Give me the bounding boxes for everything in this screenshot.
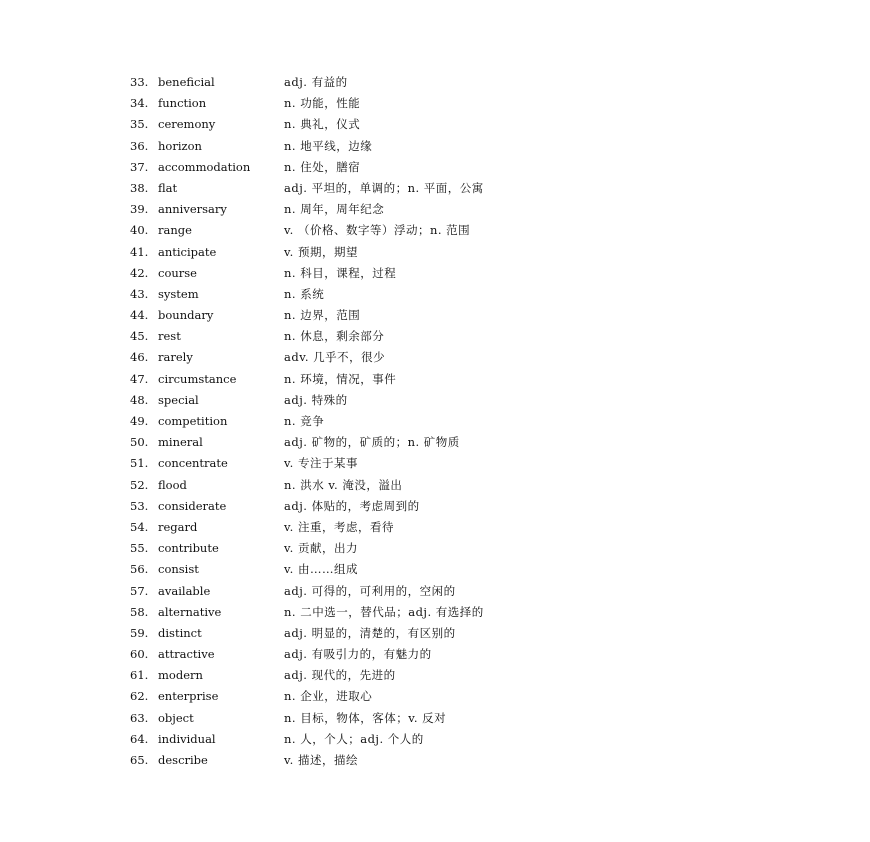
english-word: horizon [158,138,202,153]
chinese-definition: v. 由……组成 [284,562,358,577]
chinese-definition: n. 洪水 v. 淹没，溢出 [284,477,403,492]
english-word: individual [158,731,216,746]
entry-number: 40. [130,223,149,238]
chinese-definition: n. 环境，情况，事件 [284,371,397,386]
chinese-definition: n. 边界，范围 [284,308,361,323]
vocab-row [130,623,730,644]
chinese-definition: n. 典礼，仪式 [284,117,361,132]
english-word: boundary [158,308,214,323]
english-word: contribute [158,541,219,556]
entry-number: 36. [130,138,149,153]
entry-number: 44. [130,308,149,323]
english-word: available [158,583,211,598]
chinese-definition: n. 目标，物体，客体；v. 反对 [284,710,447,725]
english-word: rarely [158,350,193,365]
entry-number: 65. [130,753,149,767]
english-word: distinct [158,625,202,640]
entry-number: 62. [130,689,149,704]
vocab-row [130,686,730,707]
chinese-definition: n. 竞争 [284,414,325,428]
english-word: flood [158,477,187,492]
entry-number: 47. [130,371,149,386]
entry-number: 51. [130,456,149,471]
entry-number: 52. [130,477,149,492]
chinese-definition: v. 预期，期望 [284,244,358,259]
vocab-row [130,729,730,750]
entry-number: 41. [130,244,149,259]
vocab-row [130,347,730,368]
english-word: modern [158,668,203,683]
vocab-row [130,72,730,93]
vocab-row [130,517,730,538]
chinese-definition: adj. 有吸引力的，有魅力的 [284,647,432,662]
entry-number: 63. [130,710,149,725]
english-word: flat [158,180,178,195]
entry-number: 46. [130,350,149,365]
vocab-row [130,114,730,135]
entry-number: 33. [130,75,149,89]
chinese-definition: n. 二中选一，替代品；adj. 有选择的 [284,604,484,619]
vocab-row [130,708,730,729]
vocabulary-list [130,72,730,771]
chinese-definition: adv. 几乎不，很少 [284,350,386,365]
chinese-definition: adj. 可得的，可利用的，空闲的 [284,583,456,598]
entry-number: 60. [130,647,149,662]
english-word: course [158,265,197,280]
vocab-row [130,390,730,411]
english-word: attractive [158,647,215,662]
entry-number: 61. [130,668,149,683]
vocab-row [130,602,730,623]
vocab-row [130,453,730,474]
entry-number: 42. [130,265,149,280]
vocab-row [130,369,730,390]
entry-number: 57. [130,583,149,598]
chinese-definition: v. 专注于某事 [284,456,358,471]
vocab-row [130,220,730,241]
entry-number: 64. [130,731,149,746]
vocab-row [130,305,730,326]
english-word: object [158,710,194,725]
english-word: alternative [158,604,222,619]
vocab-row [130,136,730,157]
english-word: anniversary [158,202,227,217]
chinese-definition: n. 地平线，边缘 [284,138,373,153]
english-word: enterprise [158,689,219,704]
vocab-row [130,411,730,432]
english-word: rest [158,329,181,344]
english-word: special [158,392,199,407]
chinese-definition: n. 科目，课程，过程 [284,265,397,280]
vocab-row [130,178,730,199]
chinese-definition: adj. 有益的 [284,75,348,89]
vocab-row [130,93,730,114]
english-word: ceremony [158,117,216,132]
vocab-row [130,475,730,496]
chinese-definition: adj. 明显的，清楚的，有区别的 [284,625,456,640]
chinese-definition: v. 注重，考虑，看待 [284,519,394,534]
vocab-row [130,199,730,220]
chinese-definition: v. 贡献，出力 [284,541,358,556]
vocab-row [130,284,730,305]
chinese-definition: n. 住处，膳宿 [284,159,361,174]
vocab-row [130,665,730,686]
entry-number: 56. [130,562,149,577]
chinese-definition: adj. 体贴的，考虑周到的 [284,498,420,513]
chinese-definition: v. （价格、数字等）浮动；n. 范围 [284,223,471,238]
english-word: anticipate [158,244,217,259]
english-word: circumstance [158,371,237,386]
chinese-definition: n. 周年，周年纪念 [284,202,385,217]
entry-number: 49. [130,414,149,428]
vocab-row [130,263,730,284]
english-word: competition [158,414,228,428]
english-word: regard [158,519,198,534]
entry-number: 53. [130,498,149,513]
vocab-row [130,644,730,665]
entry-number: 43. [130,286,149,301]
english-word: mineral [158,435,203,450]
vocab-row [130,157,730,178]
chinese-definition: n. 人，个人；adj. 个人的 [284,731,424,746]
english-word: consist [158,562,199,577]
entry-number: 37. [130,159,149,174]
english-word: function [158,96,207,111]
english-word: concentrate [158,456,228,471]
chinese-definition: adj. 特殊的 [284,392,348,407]
english-word: accommodation [158,159,251,174]
chinese-definition: n. 系统 [284,286,325,301]
english-word: describe [158,753,208,767]
entry-number: 48. [130,392,149,407]
chinese-definition: adj. 矿物的，矿质的；n. 矿物质 [284,435,460,450]
entry-number: 39. [130,202,149,217]
entry-number: 50. [130,435,149,450]
vocab-row [130,538,730,559]
entry-number: 45. [130,329,149,344]
vocab-row [130,242,730,263]
vocab-row [130,496,730,517]
vocab-row [130,750,730,771]
english-word: range [158,223,192,238]
chinese-definition: v. 描述，描绘 [284,753,358,767]
chinese-definition: n. 企业，进取心 [284,689,373,704]
entry-number: 54. [130,519,149,534]
entry-number: 58. [130,604,149,619]
vocab-row [130,326,730,347]
entry-number: 35. [130,117,149,132]
chinese-definition: adj. 现代的，先进的 [284,668,396,683]
english-word: system [158,286,199,301]
entry-number: 55. [130,541,149,556]
entry-number: 38. [130,180,149,195]
english-word: considerate [158,498,227,513]
chinese-definition: n. 功能，性能 [284,96,361,111]
vocab-row [130,581,730,602]
vocab-row [130,432,730,453]
entry-number: 59. [130,625,149,640]
chinese-definition: n. 休息，剩余部分 [284,329,385,344]
chinese-definition: adj. 平坦的，单调的；n. 平面，公寓 [284,180,484,195]
vocab-row [130,559,730,580]
english-word: beneficial [158,75,215,89]
entry-number: 34. [130,96,149,111]
